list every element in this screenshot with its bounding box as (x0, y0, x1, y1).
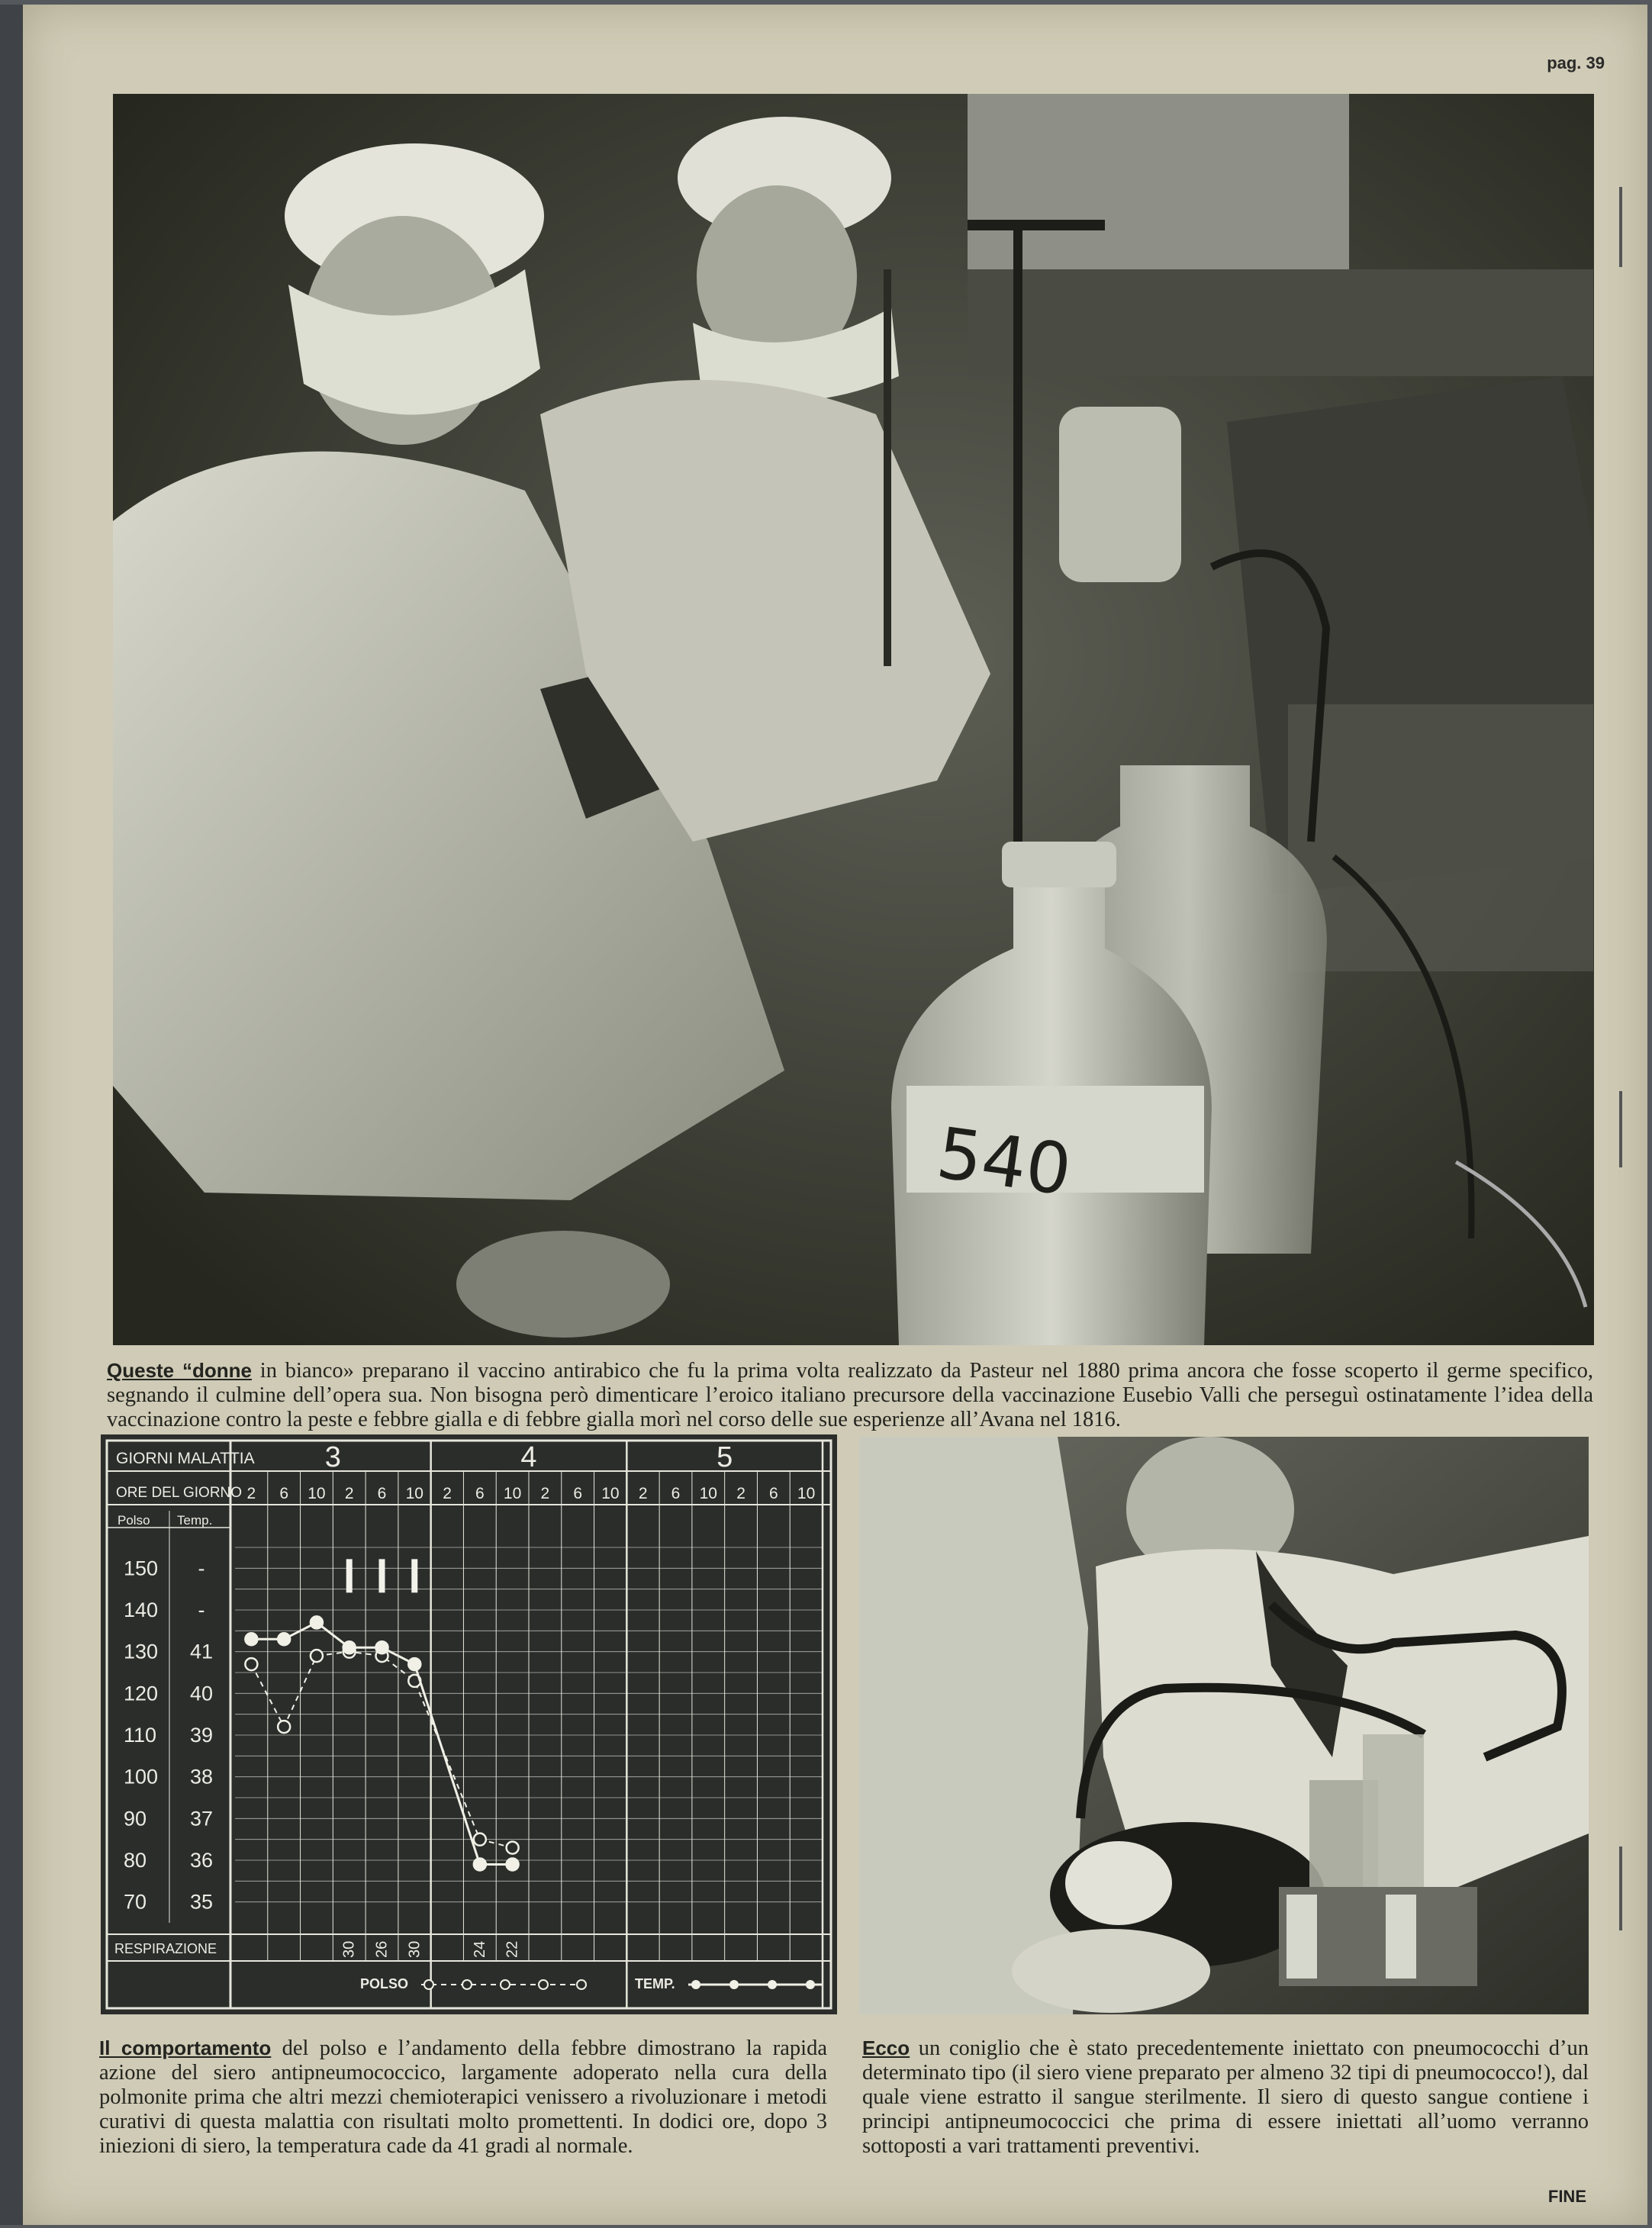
hour-label: 2 (540, 1485, 550, 1502)
laboratory-photo (113, 94, 1594, 1345)
respirazione-value: 24 (471, 1940, 488, 1958)
polso-tick: 70 (124, 1890, 147, 1914)
polso-tick: 130 (124, 1640, 159, 1663)
temp-tick: 38 (189, 1765, 214, 1789)
hour-label: 2 (736, 1485, 745, 1502)
temp-tick: 41 (189, 1640, 214, 1663)
polso-tick: 100 (124, 1765, 159, 1789)
polso-tick: 110 (124, 1724, 157, 1747)
hour-label: 6 (377, 1485, 387, 1502)
temp-tick: 36 (189, 1849, 214, 1872)
data-point (474, 1858, 486, 1870)
legend-temp-marker (729, 1980, 739, 1989)
hour-label: 6 (573, 1485, 583, 1502)
data-point (343, 1641, 356, 1653)
temp-tick: - (198, 1557, 205, 1580)
magazine-spine (0, 5, 23, 2225)
data-point (278, 1633, 290, 1645)
data-point (245, 1633, 257, 1645)
hour-label: 10 (308, 1485, 326, 1502)
data-point (245, 1658, 257, 1670)
margin-rule (1619, 187, 1622, 267)
col-polso: Polso (118, 1513, 150, 1528)
respirazione-value: 22 (504, 1940, 521, 1958)
respirazione-value: 30 (406, 1940, 423, 1958)
header-ore: ORE DEL GIORNO (116, 1485, 243, 1501)
chart-frame (107, 1441, 831, 2008)
caption-text: del polso e l’andamento della febbre dimostrano la rapida azione del siero antipneumococcico, largamente adoperato nella cura della polmonite prima che altri mezzi chemioterapici venissero a rivoluzionare i metodi curativi di questa malattia con risultati molto promettenti. In dodici ore, dopo 3 iniezioni di siero, la temperatura cade da 41 gradi al normale. (99, 2036, 827, 2158)
respirazione-label: RESPIRAZIONE (114, 1941, 217, 1956)
bottle-label: 540 (932, 1112, 1077, 1212)
data-point (408, 1658, 420, 1670)
caption-text: in bianco» preparano il vaccino antirabico che fu la prima volta realizzato da Pasteur nel 1880 prima ancora che fosse scoperto il germe specifico, segnando il culmine dell’opera sua. Non bisogna però dimenticare l’eroico italiano precursore della vaccinazione Eusebio Valli che perseguì ostinatamente l’idea della vaccinazione contro la peste e febbre gialla e di febbre gialla morì nel corso delle sue esperienze all’Avana nel 1816. (107, 1359, 1593, 1431)
data-point (278, 1721, 290, 1733)
legend-polso-marker (539, 1980, 548, 1989)
caption-lead: Ecco (862, 2036, 910, 2059)
polso-tick: 140 (124, 1599, 159, 1621)
hour-label: 10 (797, 1485, 816, 1502)
day-label: 4 (520, 1441, 537, 1473)
margin-rule (1619, 1846, 1622, 1930)
legend-polso-marker (577, 1980, 586, 1989)
respirazione-value: 26 (373, 1940, 391, 1958)
page-number: pag. 39 (1547, 53, 1605, 72)
legend-temp-marker (768, 1980, 777, 1989)
end-mark: FINE (1547, 2187, 1586, 2206)
data-point (311, 1650, 323, 1662)
caption-lead: Il comportamento (99, 2036, 272, 2059)
injection-mark (411, 1559, 417, 1592)
temp-tick: 35 (189, 1890, 214, 1914)
legend-temp-marker (806, 1980, 815, 1989)
temp-tick: 39 (189, 1724, 214, 1747)
caption-text: un coniglio che è stato precedentemente iniettato con pneumococchi d’un determinato tipo (il siero viene preparato per almeno 32 tipi di pneumococco!), dal quale viene estratto il sangue sterilmente. Il siero di questo sangue contiene i principi antipneumococcici che prima di essere iniettati all’uomo verranno sottoposti a vari trattamenti preventivi. (862, 2036, 1589, 2158)
hour-label: 2 (443, 1485, 452, 1502)
top-photo-caption (107, 1358, 1593, 1432)
temp-tick: 37 (189, 1807, 214, 1830)
fever-pulse-chart (101, 1434, 837, 2014)
rabbit-caption (862, 2036, 1589, 2159)
chart-caption (99, 2036, 827, 2159)
polso-tick: 150 (124, 1557, 159, 1580)
hour-label: 6 (279, 1485, 289, 1502)
legend-polso-marker (424, 1980, 433, 1989)
data-point (507, 1858, 519, 1870)
polso-tick: 90 (124, 1807, 147, 1830)
hour-label: 2 (344, 1485, 354, 1502)
data-point (474, 1834, 486, 1846)
injection-mark (379, 1559, 385, 1592)
hour-label: 10 (503, 1485, 522, 1502)
temp-tick: 40 (189, 1682, 214, 1705)
rabbit-photo (859, 1437, 1589, 2014)
col-temp: Temp. (177, 1513, 213, 1528)
hour-label: 10 (405, 1485, 423, 1502)
caption-lead: Queste “donne (107, 1359, 252, 1382)
legend-polso-marker (462, 1980, 472, 1989)
header-giorni: GIORNI MALATTIA (116, 1450, 255, 1467)
hour-label: 6 (768, 1485, 778, 1502)
legend-temp: TEMP. (635, 1976, 675, 1991)
data-point (507, 1842, 519, 1854)
data-point (376, 1641, 388, 1653)
day-label: 3 (324, 1441, 341, 1473)
day-label: 5 (717, 1441, 733, 1473)
respirazione-value: 30 (340, 1940, 358, 1958)
temp-tick: - (198, 1599, 205, 1621)
data-point (311, 1616, 323, 1628)
legend-temp-marker (691, 1980, 700, 1989)
polso-tick: 120 (124, 1682, 159, 1705)
legend-polso: POLSO (360, 1976, 409, 1991)
legend-polso-marker (501, 1980, 510, 1989)
hour-label: 6 (671, 1485, 681, 1502)
polso-tick: 80 (124, 1849, 147, 1872)
hour-label: 6 (475, 1485, 485, 1502)
hour-label: 10 (699, 1485, 717, 1502)
hour-label: 2 (246, 1485, 256, 1502)
hour-label: 10 (601, 1485, 620, 1502)
injection-mark (346, 1559, 353, 1592)
hour-label: 2 (638, 1485, 648, 1502)
margin-rule (1619, 1091, 1622, 1167)
